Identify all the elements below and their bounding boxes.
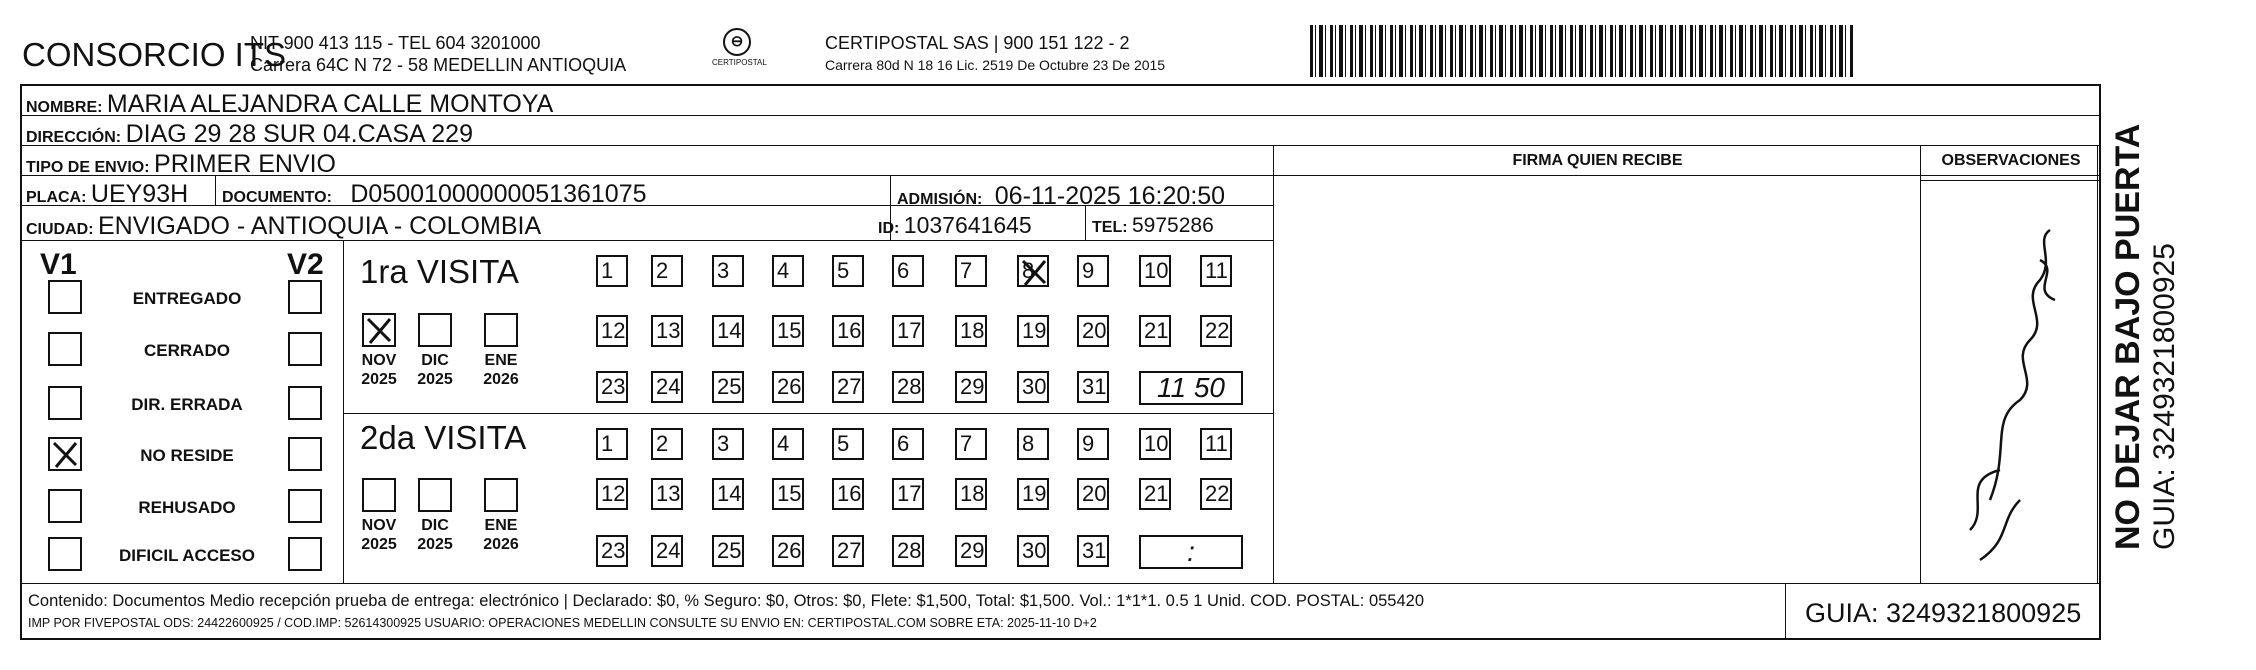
day-box[interactable]: 16 xyxy=(832,315,864,347)
company-info xyxy=(250,32,626,76)
carrier-name: CERTIPOSTAL SAS | 900 151 122 - 2 xyxy=(825,33,1130,53)
day-box[interactable]: 17 xyxy=(892,315,924,347)
company-nit: NIT 900 413 115 - TEL 604 3201000 xyxy=(250,33,541,53)
month-label: DIC 2025 xyxy=(417,517,453,553)
nombre-value: MARIA ALEJANDRA CALLE MONTOYA xyxy=(106,90,554,118)
day-box[interactable]: 19 xyxy=(1017,478,1049,510)
checkbox-v1[interactable] xyxy=(48,537,82,571)
company-name: CONSORCIO ITS xyxy=(22,36,287,73)
day-box[interactable]: 29 xyxy=(955,371,987,403)
day-box[interactable]: 15 xyxy=(772,315,804,347)
checkbox-v2[interactable] xyxy=(288,280,322,314)
day-box[interactable]: 15 xyxy=(772,478,804,510)
day-box[interactable]: 2 xyxy=(651,428,683,460)
checkbox-v2[interactable] xyxy=(288,489,322,523)
day-box[interactable]: 9 xyxy=(1077,255,1109,287)
day-box[interactable]: 8 xyxy=(1017,255,1049,287)
day-box[interactable]: 28 xyxy=(892,371,924,403)
carrier-address: Carrera 80d N 18 16 Lic. 2519 De Octubre 23 De 2015 xyxy=(825,57,1166,73)
ciudad-value: ENVIGADO - ANTIOQUIA - COLOMBIA xyxy=(98,212,542,240)
day-box[interactable]: 23 xyxy=(596,535,628,567)
day-box[interactable]: 31 xyxy=(1077,371,1109,403)
day-box[interactable]: 2 xyxy=(651,255,683,287)
ciudad-label: CIUDAD: xyxy=(26,221,94,238)
admision-value: 06-11-2025 16:20:50 xyxy=(994,182,1226,210)
certipostal-logo xyxy=(712,28,767,74)
tel-value: 5975286 xyxy=(1132,214,1214,237)
day-box[interactable]: 3 xyxy=(712,255,744,287)
day-box[interactable]: 18 xyxy=(955,315,987,347)
day-box[interactable]: 6 xyxy=(892,255,924,287)
checkbox-v2[interactable] xyxy=(288,332,322,366)
direccion-value: DIAG 29 28 SUR 04.CASA 229 xyxy=(125,120,473,148)
checkbox-v1[interactable] xyxy=(48,332,82,366)
tipo-value: PRIMER ENVIO xyxy=(154,150,337,178)
month-label: ENE 2026 xyxy=(483,352,519,388)
status-label: REHUSADO xyxy=(138,498,236,517)
company-address: Carrera 64C N 72 - 58 MEDELLIN ANTIOQUIA xyxy=(250,55,627,75)
month-label: DIC 2025 xyxy=(417,352,453,388)
divider xyxy=(20,583,2101,584)
checkbox-v1[interactable] xyxy=(48,386,82,420)
day-box[interactable]: 26 xyxy=(772,371,804,403)
day-box[interactable]: 4 xyxy=(772,255,804,287)
month-checkbox[interactable] xyxy=(418,478,452,512)
visit2-title: 2da VISITA xyxy=(360,419,527,456)
v2-header: V2 xyxy=(287,248,324,281)
footer-contenido: Contenido: Documentos Medio recepción prueba de entrega: electrónico | Declarado: $0, % Seguro: $0, Otros: $0, Flete: $1,500, Total: $1,500. Vol.: 1*1*1. 0.5 1 Unid. COD. POSTAL: 055420 xyxy=(28,592,1425,610)
nombre-label: NOMBRE: xyxy=(26,99,103,116)
v1-header: V1 xyxy=(40,248,77,281)
day-box[interactable]: 5 xyxy=(832,255,864,287)
day-box[interactable]: 6 xyxy=(892,428,924,460)
day-box[interactable]: 26 xyxy=(772,535,804,567)
day-box[interactable]: 25 xyxy=(712,371,744,403)
divider xyxy=(1920,180,2101,181)
status-label: ENTREGADO xyxy=(132,289,242,308)
divider xyxy=(1273,145,1274,583)
field-id xyxy=(878,212,1032,239)
placa-label: PLACA: xyxy=(26,189,87,206)
day-box[interactable]: 14 xyxy=(712,478,744,510)
day-box[interactable]: 4 xyxy=(772,428,804,460)
day-box[interactable]: 8 xyxy=(1017,428,1049,460)
day-box[interactable]: 10 xyxy=(1139,428,1171,460)
hour-field[interactable]: 11 50 xyxy=(1139,371,1243,405)
month-checkbox[interactable] xyxy=(484,478,518,512)
divider xyxy=(343,413,1273,414)
field-tipo-envio xyxy=(26,150,336,179)
day-box[interactable]: 29 xyxy=(955,535,987,567)
day-box[interactable]: 1 xyxy=(596,428,628,460)
day-box[interactable]: 1 xyxy=(596,255,628,287)
day-box[interactable]: 13 xyxy=(651,315,683,347)
day-box[interactable]: 12 xyxy=(596,478,628,510)
day-box[interactable]: 21 xyxy=(1139,315,1171,347)
logo-text: CERTIPOSTAL xyxy=(712,58,767,67)
day-box[interactable]: 27 xyxy=(832,371,864,403)
day-box[interactable]: 3 xyxy=(712,428,744,460)
field-documento xyxy=(222,180,647,209)
checkbox-v1[interactable] xyxy=(48,437,82,471)
direccion-label: DIRECCIÓN: xyxy=(26,129,122,146)
id-value: 1037641645 xyxy=(903,212,1032,238)
field-admision xyxy=(897,182,1225,211)
divider xyxy=(215,175,216,205)
documento-label: DOCUMENTO: xyxy=(222,189,332,206)
checkbox-v1[interactable] xyxy=(48,489,82,523)
day-box[interactable]: 23 xyxy=(596,371,628,403)
month-checkbox[interactable] xyxy=(362,313,396,347)
side-warning: NO DEJAR BAJO PUERTA xyxy=(2109,123,2147,550)
firma-header: FIRMA QUIEN RECIBE xyxy=(1512,152,1683,169)
day-box[interactable]: 30 xyxy=(1017,535,1049,567)
barcode-icon xyxy=(1310,25,1855,77)
divider xyxy=(2097,145,2098,583)
divider xyxy=(343,240,344,583)
checkbox-v2[interactable] xyxy=(288,386,322,420)
placa-value: UEY93H xyxy=(90,180,189,208)
day-box[interactable]: 31 xyxy=(1077,535,1109,567)
month-label: ENE 2026 xyxy=(483,517,519,553)
day-box[interactable]: 25 xyxy=(712,535,744,567)
day-box[interactable]: 5 xyxy=(832,428,864,460)
day-box[interactable]: 28 xyxy=(892,535,924,567)
checkbox-v1[interactable] xyxy=(48,280,82,314)
field-placa xyxy=(26,180,188,209)
day-box[interactable]: 11 xyxy=(1200,255,1232,287)
checkbox-v2[interactable] xyxy=(288,537,322,571)
day-box[interactable]: 10 xyxy=(1139,255,1171,287)
month-label: NOV 2025 xyxy=(361,352,397,388)
day-box[interactable]: 11 xyxy=(1200,428,1232,460)
day-box[interactable]: 17 xyxy=(892,478,924,510)
day-box[interactable]: 20 xyxy=(1077,478,1109,510)
logo-mark-icon: ⊖ xyxy=(723,28,751,56)
carrier-info xyxy=(825,32,1165,76)
field-ciudad xyxy=(26,212,541,241)
observaciones-header: OBSERVACIONES xyxy=(1941,152,2081,169)
day-box[interactable]: 14 xyxy=(712,315,744,347)
day-box[interactable]: 24 xyxy=(651,371,683,403)
side-text xyxy=(2108,124,2182,550)
visit1-title: 1ra VISITA xyxy=(360,253,519,290)
documento-value: D05001000000051361075 xyxy=(350,180,647,208)
field-tel xyxy=(1092,214,1214,238)
divider xyxy=(1920,145,1921,583)
field-nombre xyxy=(26,90,553,119)
status-label: CERRADO xyxy=(144,341,230,360)
day-box[interactable]: 16 xyxy=(832,478,864,510)
hour-field[interactable]: : xyxy=(1139,535,1243,569)
status-label: NO RESIDE xyxy=(140,446,234,465)
day-box[interactable]: 21 xyxy=(1139,478,1171,510)
day-box[interactable]: 24 xyxy=(651,535,683,567)
day-box[interactable]: 22 xyxy=(1200,315,1232,347)
day-box[interactable]: 7 xyxy=(955,255,987,287)
admision-label: ADMISIÓN: xyxy=(897,191,983,208)
day-box[interactable]: 12 xyxy=(596,315,628,347)
day-box[interactable]: 22 xyxy=(1200,478,1232,510)
status-label: DIFICIL ACCESO xyxy=(118,546,255,565)
id-label: ID: xyxy=(878,220,900,237)
month-checkbox[interactable] xyxy=(362,478,396,512)
day-box[interactable]: 9 xyxy=(1077,428,1109,460)
day-box[interactable]: 30 xyxy=(1017,371,1049,403)
checkbox-v2[interactable] xyxy=(288,437,322,471)
month-checkbox[interactable] xyxy=(418,313,452,347)
status-label: DIR. ERRADA xyxy=(131,395,243,414)
field-direccion xyxy=(26,120,473,149)
footer-guia: GUIA: 3249321800925 xyxy=(1805,598,2082,628)
month-label: NOV 2025 xyxy=(361,517,397,553)
day-box[interactable]: 18 xyxy=(955,478,987,510)
footer-imp: IMP POR FIVEPOSTAL ODS: 24422600925 / COD.IMP: 52614300925 USUARIO: OPERACIONES MEDELLIN CONSULTE SU ENVIO EN: CERTIPOSTAL.COM SOBRE ETA: 2025-11-10 D+2 xyxy=(28,616,1097,630)
tel-label: TEL: xyxy=(1092,219,1128,236)
divider xyxy=(1785,583,1786,640)
tipo-label: TIPO DE ENVIO: xyxy=(26,159,150,176)
handwritten-signature-icon xyxy=(1930,200,2090,580)
side-guia: GUIA: 3249321800925 xyxy=(2148,243,2181,550)
month-checkbox[interactable] xyxy=(484,313,518,347)
day-box[interactable]: 27 xyxy=(832,535,864,567)
day-box[interactable]: 20 xyxy=(1077,315,1109,347)
day-box[interactable]: 7 xyxy=(955,428,987,460)
day-box[interactable]: 19 xyxy=(1017,315,1049,347)
day-box[interactable]: 13 xyxy=(651,478,683,510)
